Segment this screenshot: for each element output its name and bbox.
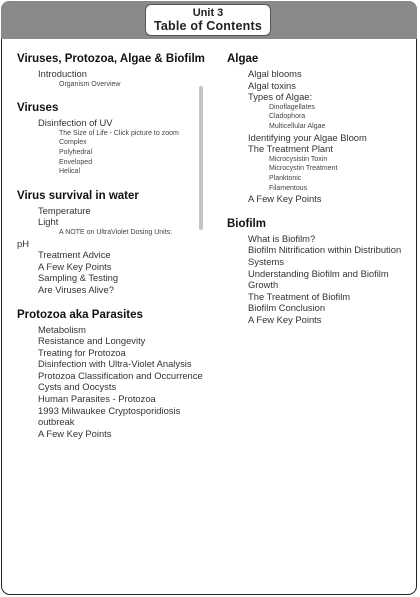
- toc-link-temperature[interactable]: Temperature: [38, 204, 91, 216]
- toc-link-protozoa-key-points[interactable]: A Few Key Points: [38, 427, 112, 439]
- toc-link-treatment-of-biofilm[interactable]: The Treatment of Biofilm: [248, 290, 351, 302]
- toc-link-microcysistin-toxin[interactable]: Microcysistin Toxin: [269, 155, 328, 163]
- toc-link-treating-protozoa[interactable]: Treating for Protozoa: [38, 346, 126, 358]
- toc-link-microcystin-treatment[interactable]: Microcystin Treatment: [269, 165, 338, 173]
- section-heading-viruses[interactable]: Viruses: [17, 102, 59, 115]
- toc-left-column: [17, 52, 207, 439]
- toc-right-column: [227, 52, 415, 325]
- section-heading-protozoa[interactable]: Protozoa aka Parasites: [17, 308, 143, 321]
- toc-link-treatment-advice[interactable]: Treatment Advice: [38, 249, 111, 261]
- toc-link-multicellular-algae[interactable]: Multicellular Algae: [269, 122, 326, 130]
- toc-link-sampling-testing[interactable]: Sampling & Testing: [38, 272, 119, 284]
- toc-link-protozoa-classification[interactable]: Protozoa Classification and Occurrence: [38, 369, 203, 381]
- toc-link-uv-note[interactable]: A NOTE on UltraViolet Dosing Units:: [59, 228, 173, 236]
- toc-link-treatment-plant[interactable]: The Treatment Plant: [248, 143, 333, 155]
- section-heading-viruses-protozoa[interactable]: Viruses, Protozoa, Algae & Biofilm: [17, 53, 205, 65]
- toc-link-milwaukee-outbreak[interactable]: 1993 Milwaukee Cryptosporidiosis outbreak: [38, 404, 181, 428]
- toc-link-filamentous[interactable]: Filamentous: [269, 184, 308, 192]
- toc-link-biofilm-nitrification[interactable]: Biofilm Nitrification within Distribution Systems: [248, 244, 402, 267]
- toc-link-helical[interactable]: Helical: [59, 168, 81, 176]
- toc-link-algal-toxins[interactable]: Algal toxins: [248, 79, 296, 91]
- section-heading-virus-survival[interactable]: Virus survival in water: [17, 189, 139, 202]
- toc-link-size-of-life[interactable]: The Size of Life - Click picture to zoom: [59, 129, 179, 137]
- toc-link-resistance-longevity[interactable]: Resistance and Longevity: [38, 335, 146, 347]
- toc-link-planktonic[interactable]: Planktonic: [269, 174, 302, 182]
- toc-link-organism-overview[interactable]: Organism Overview: [59, 80, 121, 88]
- toc-link-human-parasites[interactable]: Human Parasites - Protozoa: [38, 393, 156, 405]
- title-box: [145, 4, 271, 36]
- toc-link-uv-analysis[interactable]: Disinfection with Ultra-Violet Analysis: [38, 358, 192, 370]
- toc-link-introduction[interactable]: Introduction: [38, 68, 87, 79]
- toc-link-disinfection-uv[interactable]: Disinfection of UV: [38, 117, 113, 129]
- section-heading-biofilm[interactable]: Biofilm: [227, 217, 266, 230]
- toc-link-polyhedral[interactable]: Polyhedral: [59, 148, 93, 156]
- toc-link-biofilm-conclusion[interactable]: Biofilm Conclusion: [248, 302, 326, 314]
- toc-link-biofilm-key-points[interactable]: A Few Key Points: [248, 313, 322, 325]
- toc-link-what-is-biofilm[interactable]: What is Biofilm?: [248, 232, 316, 244]
- toc-link-ph[interactable]: pH: [17, 237, 29, 249]
- toc-link-understanding-biofilm[interactable]: Understanding Biofilm and Biofilm Growth: [248, 267, 389, 291]
- toc-link-viruses-alive[interactable]: Are Viruses Alive?: [38, 283, 114, 295]
- page-title: Table of Contents: [153, 19, 263, 33]
- unit-label: Unit 3: [192, 7, 224, 19]
- toc-link-metabolism[interactable]: Metabolism: [38, 323, 86, 335]
- toc-link-light[interactable]: Light: [38, 216, 59, 228]
- section-heading-algae[interactable]: Algae: [227, 53, 259, 65]
- toc-link-identify-bloom[interactable]: Identifying your Algae Bloom: [248, 131, 367, 143]
- toc-link-complex[interactable]: Complex: [59, 139, 87, 147]
- toc-link-algae-key-points[interactable]: A Few Key Points: [248, 193, 322, 205]
- toc-link-dinoflagellates[interactable]: Dinoflagellates: [269, 103, 315, 111]
- toc-link-cladophora[interactable]: Cladophora: [269, 113, 306, 121]
- toc-link-cysts-oocysts[interactable]: Cysts and Oocysts: [38, 381, 117, 393]
- toc-link-algal-blooms[interactable]: Algal blooms: [248, 68, 302, 79]
- toc-link-key-points[interactable]: A Few Key Points: [38, 260, 112, 272]
- toc-link-types-of-algae[interactable]: Types of Algae:: [248, 91, 313, 103]
- toc-link-enveloped[interactable]: Enveloped: [59, 158, 93, 166]
